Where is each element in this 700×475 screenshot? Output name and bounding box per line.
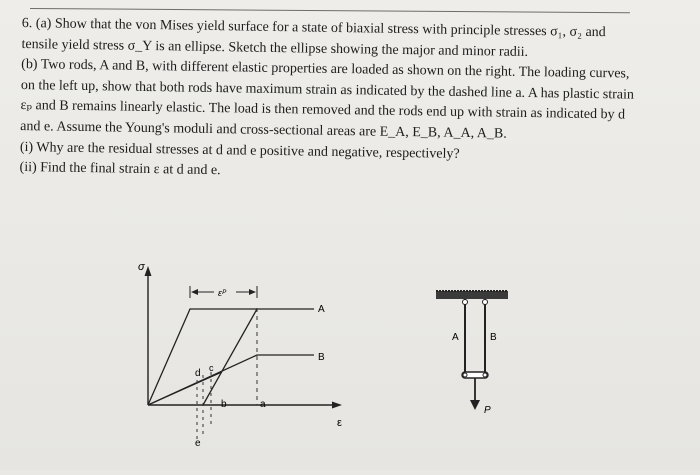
rod-a-pin-icon [463, 300, 468, 305]
stress-strain-graph [138, 261, 342, 449]
curve-a-label: A [318, 304, 325, 315]
load-bar-right-pin-icon [483, 373, 487, 377]
point-label-d: d [195, 368, 201, 379]
load-bar-left-pin-icon [463, 373, 467, 377]
rod-a-label: A [452, 332, 459, 343]
y-axis-label: σ [138, 261, 145, 273]
unloading-line [203, 309, 257, 405]
problem-text [19, 14, 642, 188]
x-axis-label: ε [337, 417, 342, 429]
problem-number: 6. [21, 15, 33, 32]
rod-b-label: B [490, 332, 497, 343]
question-i: (i) Why are the residual stresses at d and e positive and negative, respectively? [19, 139, 460, 162]
curve-a [148, 309, 314, 405]
part-a-text: Show that the von Mises yield surface for a state of biaxial stress with principle stresses σ₁, σ₂ and tensile yield stress σ_Y is an ellipse. Sketch the ellipse showing the major and minor radii. [21, 16, 606, 60]
rods-diagram [436, 291, 508, 416]
questions [19, 138, 640, 189]
support-beam [436, 291, 508, 299]
point-label-c: c [209, 363, 214, 373]
curve-b [148, 355, 314, 405]
figure-svg [0, 250, 700, 470]
x-axis-arrow-icon [332, 402, 342, 409]
load-label: P [484, 405, 491, 416]
point-label-a: a [260, 399, 266, 410]
plastic-strain-arrowhead-right-icon [249, 289, 256, 295]
part-b-label: (b) [21, 57, 38, 73]
figure [0, 250, 700, 470]
question-ii: (ii) Find the final strain ε at d and e. [19, 160, 221, 179]
point-label-b: b [221, 399, 227, 410]
rod-b-pin-icon [483, 300, 488, 305]
y-axis-arrow-icon [145, 266, 152, 276]
plastic-strain-arrowhead-left-icon [191, 289, 198, 295]
plastic-strain-label: εᴾ [218, 288, 226, 298]
curve-b-label: B [318, 352, 325, 363]
part-a-label: (a) [35, 16, 52, 32]
part-b [20, 55, 641, 147]
point-label-e: e [195, 438, 201, 449]
load-arrowhead-icon [470, 400, 480, 410]
top-rule [30, 8, 630, 13]
part-b-text: Two rods, A and B, with different elastic properties are loaded as shown on the right. The loading curves, on the left up, show that both rods have maximum strain as indicated by the dashed line a. A has plastic strain εₚ and B remains linearly elastic. The load is then removed and the rods end up with strain as indicated by d and e. Assume the Young's moduli and cross-sectional areas are E_A, E_B, A_A, A_B. [20, 57, 635, 142]
